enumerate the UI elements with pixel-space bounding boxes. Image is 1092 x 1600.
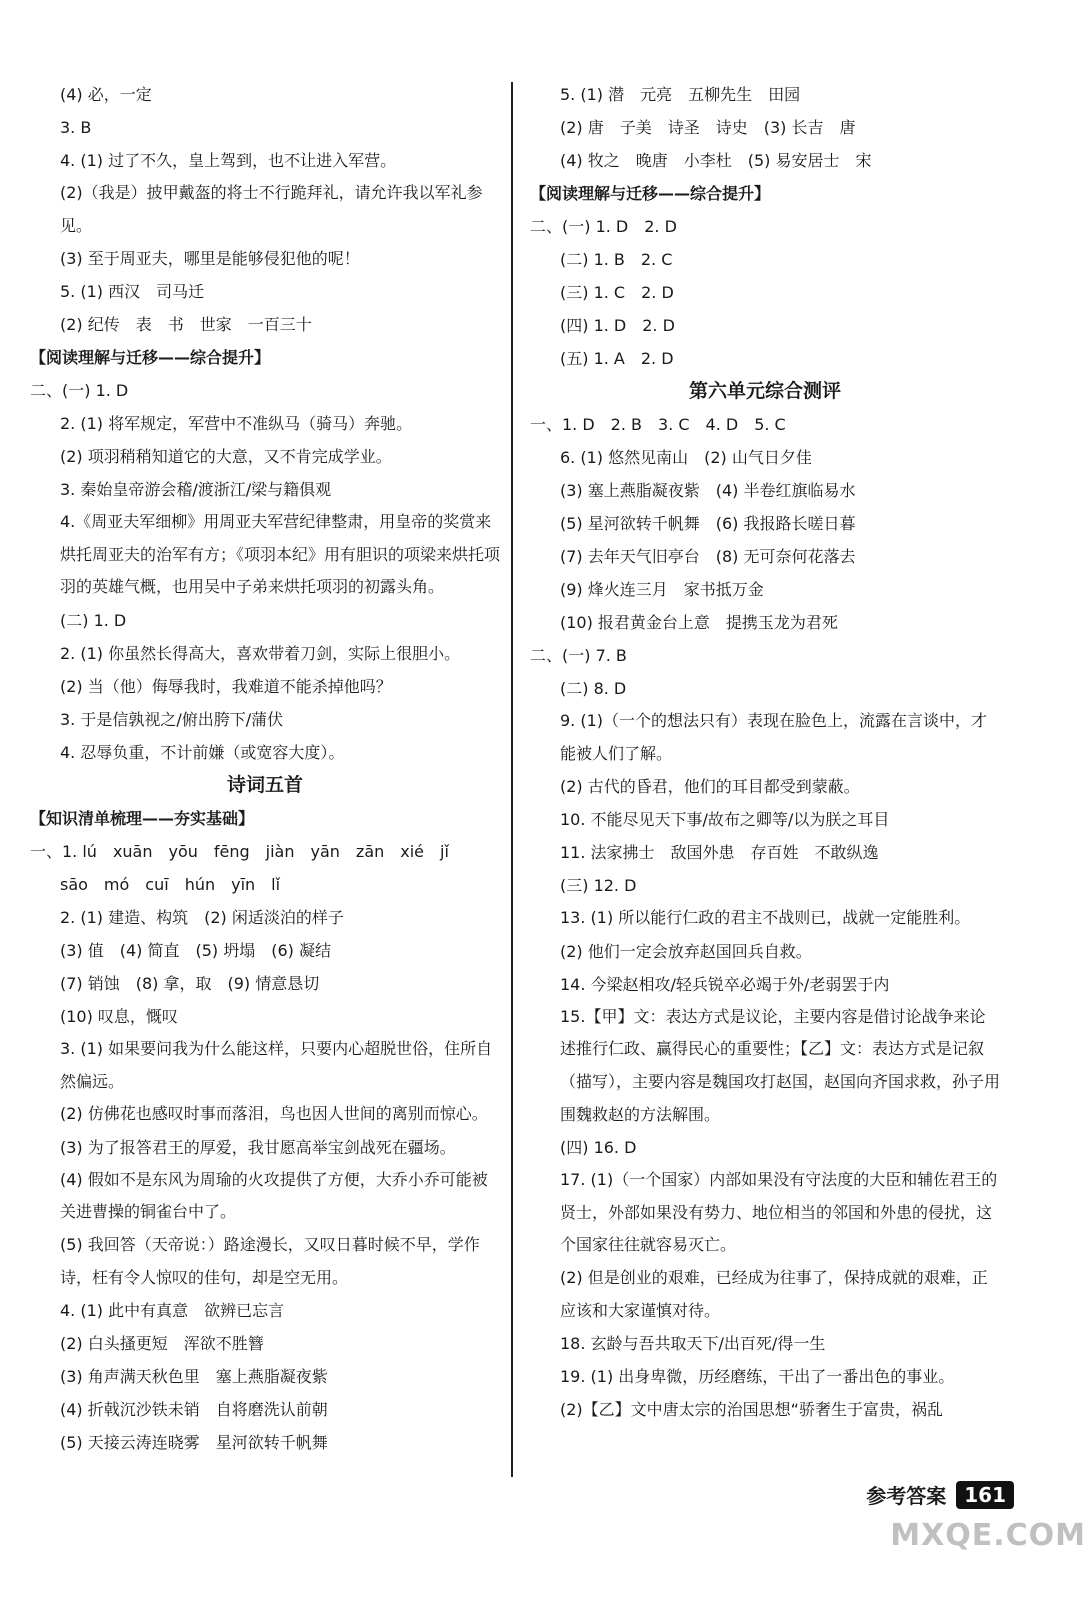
column-divider (511, 82, 513, 1477)
answer-line: 3. 于是信孰视之/俯出胯下/蒲伏 (60, 709, 284, 729)
page-footer (866, 1480, 1014, 1509)
answer-line: (4) 牧之 晚唐 小李杜 (5) 易安居士 宋 (560, 151, 872, 170)
answer-line: 4. (1) 过了不久，皇上驾到，也不让进入军营。 (60, 151, 397, 170)
answer-line: 13. (1) 所以能行仁政的君主不战则已，战就一定能胜利。 (560, 908, 971, 928)
answer-line: (2) 仿佛花也感叹时事而落泪，鸟也因人世间的离别而惊心。 (60, 1104, 488, 1124)
answer-line: (2) 纪传 表 书 世家 一百三十 (60, 315, 312, 335)
answer-line: (9) 烽火连三月 家书抵万金 (560, 580, 764, 599)
answer-line: 9. (1)（一个的想法只有）表现在脸色上，流露在言谈中，才能被人们了解。 (560, 711, 988, 763)
section-heading: 【阅读理解与迁移——综合提升】 (530, 184, 771, 203)
answer-line: 6. (1) 悠然见南山 (2) 山气日夕佳 (560, 448, 812, 467)
answer-line: 二、(一) 1. D (30, 381, 129, 401)
answer-line: 二、(一) 7. B (530, 646, 627, 665)
section-title: 诗词五首 (226, 773, 303, 796)
answer-line: (二) 8. D (560, 679, 627, 698)
answer-line: (3) 塞上燕脂凝夜紫 (4) 半卷红旗临易水 (560, 481, 856, 500)
answer-line: (2) 项羽稍稍知道它的大意，又不肯完成学业。 (60, 447, 392, 467)
answer-line: 4. (1) 此中有真意 欲辨已忘言 (60, 1301, 285, 1321)
answer-line: 15.【甲】文：表达方式是议论，主要内容是借讨论战争来论述推行仁政、赢得民心的重要性；【乙】文：表达方式是记叙（描写），主要内容是魏国攻打赵国，赵国向齐国求救，孙子用围魏救赵的方法解围。 (560, 1006, 1001, 1124)
answer-line: (2)（我是）披甲戴盔的将士不行跪拜礼，请允许我以军礼参见。 (60, 183, 483, 235)
footer-label: 参考答案 (866, 1484, 947, 1508)
answer-line: (2) 但是创业的艰难，已经成为往事了，保持成就的艰难，正应该和大家谨慎对待。 (560, 1267, 988, 1320)
answer-line: 2. (1) 建造、构筑 (2) 闲适淡泊的样子 (60, 907, 344, 927)
answer-line: 5. (1) 潜 元亮 五柳先生 田园 (560, 85, 801, 104)
answer-line: 一、1. D 2. B 3. C 4. D 5. C (530, 415, 786, 434)
answer-line: (10) 报君黄金台上意 提携玉龙为君死 (560, 613, 838, 632)
answer-line: (四) 16. D (560, 1138, 637, 1158)
answer-line: 4.《周亚夫军细柳》用周亚夫军营纪律整肃，用皇帝的奖赏来烘托周亚夫的治军有方；《项羽本纪》用有胆识的项梁来烘托项羽的英雄气概，也用吴中子弟来烘托项羽的初露头角。 (60, 512, 501, 597)
answer-line: (2) 当（他）侮辱我时，我难道不能杀掉他吗？ (60, 676, 392, 696)
answer-line: (三) 1. C 2. D (560, 283, 674, 302)
answer-line: (3) 至于周亚夫，哪里是能够侵犯他的呢！ (60, 249, 360, 269)
page-number: 161 (956, 1481, 1014, 1509)
answer-line: 19. (1) 出身卑微，历经磨练，干出了一番出色的事业。 (560, 1367, 955, 1387)
answer-line: 17. (1)（一个国家）内部如果没有守法度的大臣和辅佐君王的贤士，外部如果没有势力、地位相当的邻国和外患的侵扰，这个国家往往就容易灭亡。 (560, 1170, 998, 1255)
answer-line: 一、1. lú xuān yōu fēng jiàn yān zān xié jǐ (30, 841, 449, 861)
answer-line: (2)【乙】文中唐太宗的治国思想“骄奢生于富贵，祸乱 (560, 1400, 943, 1420)
right-column (530, 78, 1000, 1426)
answer-line: (3) 角声满天秋色里 塞上燕脂凝夜紫 (60, 1367, 328, 1387)
answer-line: (4) 必，一定 (60, 85, 152, 104)
answer-line: (2) 他们一定会放弃赵国回兵自救。 (560, 941, 812, 961)
answer-line: 10. 不能尽见天下事/故布之卿等/以为朕之耳目 (560, 810, 890, 830)
answer-line: (7) 销蚀 (8) 拿，取 (9) 情意恳切 (60, 973, 320, 993)
answer-line: 3. (1) 如果要问我为什么能这样，只要内心超脱世俗，住所自然偏远。 (60, 1038, 493, 1091)
answer-line: 2. (1) 将军规定，军营中不准纵马（骑马）奔驰。 (60, 414, 413, 434)
answer-line: (10) 叹息，慨叹 (60, 1006, 178, 1026)
answer-line: (3) 值 (4) 简直 (5) 坍塌 (6) 凝结 (60, 940, 332, 960)
answer-line: 5. (1) 西汉 司马迁 (60, 282, 205, 302)
section-title: 第六单元综合测评 (688, 380, 841, 402)
answer-line: 2. (1) 你虽然长得高大，喜欢带着刀剑，实际上很胆小。 (60, 643, 461, 663)
answer-line: (五) 1. A 2. D (560, 349, 674, 368)
answer-line: (7) 去年天气旧亭台 (8) 无可奈何花落去 (560, 547, 856, 566)
answer-line: 18. 玄龄与吾共取天下/出百死/得一生 (560, 1334, 826, 1354)
answer-line: (2) 古代的昏君，他们的耳目都受到蒙蔽。 (560, 777, 860, 797)
answer-line: (2) 白头搔更短 浑欲不胜簪 (60, 1334, 264, 1354)
answer-line: 11. 法家拂士 敌国外患 存百姓 不敢纵逸 (560, 843, 879, 863)
answer-line: (三) 12. D (560, 876, 637, 896)
answer-line: 14. 今梁赵相攻/轻兵锐卒必竭于外/老弱罢于内 (560, 974, 890, 994)
answer-line: (4) 折戟沉沙铁未销 自将磨洗认前朝 (60, 1400, 328, 1420)
answer-line: (2) 唐 子美 诗圣 诗史 (3) 长吉 唐 (560, 118, 856, 137)
answer-line: 3. B (60, 118, 92, 137)
answer-line: (5) 我回答（天帝说：）路途漫长，又叹日暮时候不早，学作诗，枉有令人惊叹的佳句，却是空无用。 (60, 1234, 480, 1287)
answer-line: sāo mó cuī hún yīn lǐ (60, 874, 281, 894)
answer-line: (5) 天接云涛连晓雾 星河欲转千帆舞 (60, 1433, 328, 1453)
watermark-logo: MXQE.COM (890, 1518, 1086, 1553)
answer-line: 二、(一) 1. D 2. D (530, 217, 677, 236)
answer-line: (3) 为了报答君王的厚爱，我甘愿高举宝剑战死在疆场。 (60, 1137, 456, 1157)
section-heading: 【阅读理解与迁移——综合提升】 (30, 348, 271, 368)
answer-line: (5) 星河欲转千帆舞 (6) 我报路长嗟日暮 (560, 514, 856, 533)
answer-line: (4) 假如不是东风为周瑜的火攻提供了方便，大乔小乔可能被关进曹操的铜雀台中了。 (60, 1169, 488, 1222)
answer-line: 3. 秦始皇帝游会稽/渡浙江/梁与籍俱观 (60, 480, 332, 500)
answer-line: (二) 1. D (60, 610, 127, 630)
left-column (30, 78, 500, 1459)
answer-line: 4. 忍辱负重，不计前嫌（或宽容大度）。 (60, 742, 345, 762)
answer-line: (四) 1. D 2. D (560, 316, 675, 335)
section-heading: 【知识清单梳理——夯实基础】 (30, 808, 255, 828)
answer-line: (二) 1. B 2. C (560, 250, 673, 269)
